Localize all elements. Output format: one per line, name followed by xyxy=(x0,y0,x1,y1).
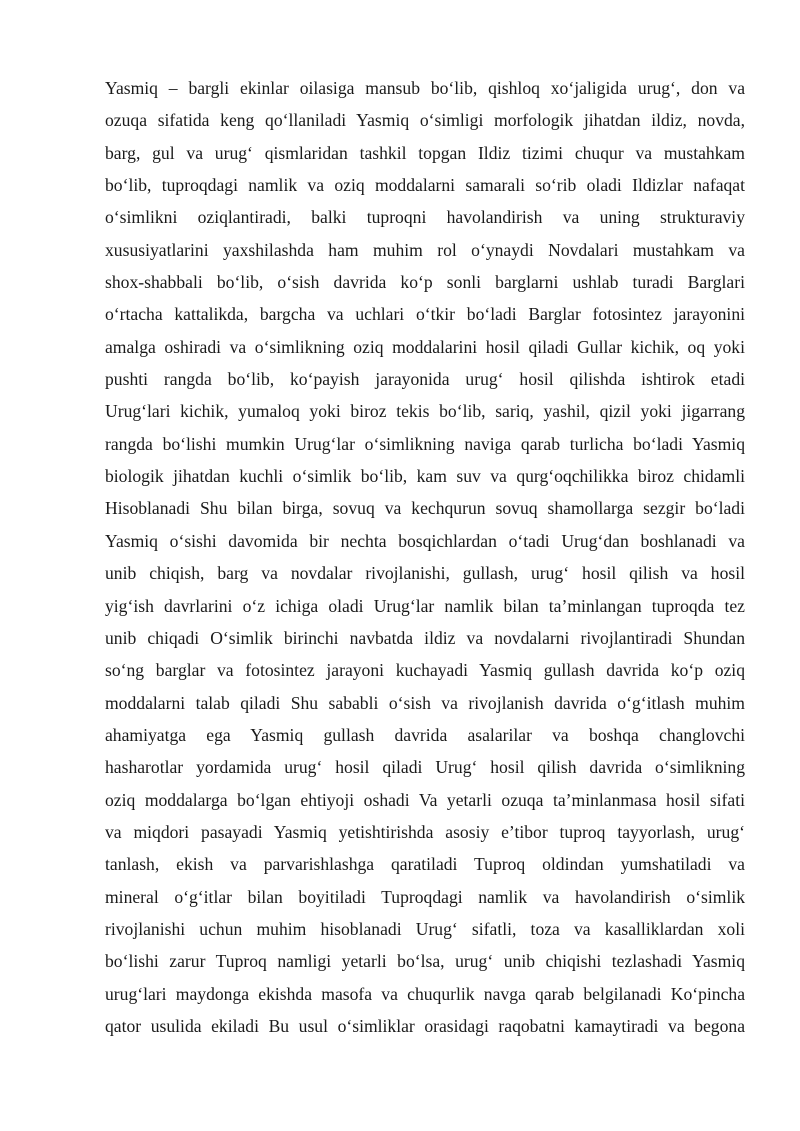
text-line: ahamiyatga ega Yasmiq gullash davrida asalarilar va boshqa changlovchi xyxy=(105,724,745,745)
text-line: yig‘ish davrlarini o‘z ichiga oladi Urug‘lar namlik bilan ta’minlangan tuproqda tez xyxy=(105,595,745,616)
text-line: Yasmiq – bargli ekinlar oilasiga mansub bo‘lib, qishloq xo‘jaligida urug‘, don va xyxy=(105,78,745,98)
text-line: qator usulida ekiladi Bu usul o‘simliklar orasidagi raqobatni kamaytiradi va begona xyxy=(105,1015,745,1036)
text-line: rivojlanishi uchun muhim hisoblanadi Urug‘ sifatli, toza va kasalliklardan xoli xyxy=(105,918,745,939)
text-line: rangda bo‘lishi mumkin Urug‘lar o‘simlikning naviga qarab turlicha bo‘ladi Yasmiq xyxy=(105,433,745,454)
text-line: bo‘lishi zarur Tuproq namligi yetarli bo‘lsa, urug‘ unib chiqishi tezlashadi Yasmiq xyxy=(105,951,745,972)
body-text xyxy=(105,72,745,1042)
text-line: amalga oshiradi va o‘simlikning oziq moddalarini hosil qiladi Gullar kichik, oq yoki xyxy=(105,336,745,357)
text-line: va miqdori pasayadi Yasmiq yetishtirishda asosiy e’tibor tuproq tayyorlash, urug‘ xyxy=(105,821,745,842)
text-line: Urug‘lari kichik, yumaloq yoki biroz tekis bo‘lib, sariq, yashil, qizil yoki jigarrang xyxy=(105,401,745,422)
text-line: unib chiqish, barg va novdalar rivojlanishi, gullash, urug‘ hosil qilish va hosil xyxy=(105,563,745,584)
text-line: moddalarni talab qiladi Shu sababli o‘sish va rivojlanish davrida o‘g‘itlash muhim xyxy=(105,692,745,713)
text-line: bo‘lib, tuproqdagi namlik va oziq moddalarni samarali so‘rib oladi Ildizlar nafaqat xyxy=(105,175,745,196)
text-line: hasharotlar yordamida urug‘ hosil qiladi Urug‘ hosil qilish davrida o‘simlikning xyxy=(105,757,745,778)
text-line: o‘rtacha kattalikda, bargcha va uchlari o‘tkir bo‘ladi Barglar fotosintez jarayonini xyxy=(105,304,745,325)
text-line: o‘simlikni oziqlantiradi, balki tuproqni havolandirish va uning strukturaviy xyxy=(105,207,745,228)
text-line: oziq moddalarga bo‘lgan ehtiyoji oshadi Va yetarli ozuqa ta’minlanmasa hosil sifati xyxy=(105,789,745,810)
text-line: pushti rangda bo‘lib, ko‘payish jarayonida urug‘ hosil qilishda ishtirok etadi xyxy=(105,369,745,390)
text-line: ozuqa sifatida keng qo‘llaniladi Yasmiq o‘simligi morfologik jihatdan ildiz, novda, xyxy=(105,110,745,131)
text-line: xususiyatlarini yaxshilashda ham muhim rol o‘ynaydi Novdalari mustahkam va xyxy=(105,239,745,260)
text-line: tanlash, ekish va parvarishlashga qaratiladi Tuproq oldindan yumshatiladi va xyxy=(105,854,745,875)
text-line: Hisoblanadi Shu bilan birga, sovuq va kechqurun sovuq shamollarga sezgir bo‘ladi xyxy=(105,498,745,519)
text-line: unib chiqadi O‘simlik birinchi navbatda ildiz va novdalarni rivojlantiradi Shundan xyxy=(105,627,745,648)
text-line: barg, gul va urug‘ qismlaridan tashkil topgan Ildiz tizimi chuqur va mustahkam xyxy=(105,142,745,163)
text-line: so‘ng barglar va fotosintez jarayoni kuchayadi Yasmiq gullash davrida ko‘p oziq xyxy=(105,660,745,681)
text-line: shox-shabbali bo‘lib, o‘sish davrida ko‘p sonli barglarni ushlab turadi Barglari xyxy=(105,272,745,293)
text-line: Yasmiq o‘sishi davomida bir nechta bosqichlardan o‘tadi Urug‘dan boshlanadi va xyxy=(105,530,745,551)
text-line: biologik jihatdan kuchli o‘simlik bo‘lib, kam suv va qurg‘oqchilikka biroz chidamli xyxy=(105,466,745,487)
text-line: urug‘lari maydonga ekishda masofa va chuqurlik navga qarab belgilanadi Ko‘pincha xyxy=(105,983,745,1004)
text-line: mineral o‘g‘itlar bilan boyitiladi Tuproqdagi namlik va havolandirish o‘simlik xyxy=(105,886,745,907)
